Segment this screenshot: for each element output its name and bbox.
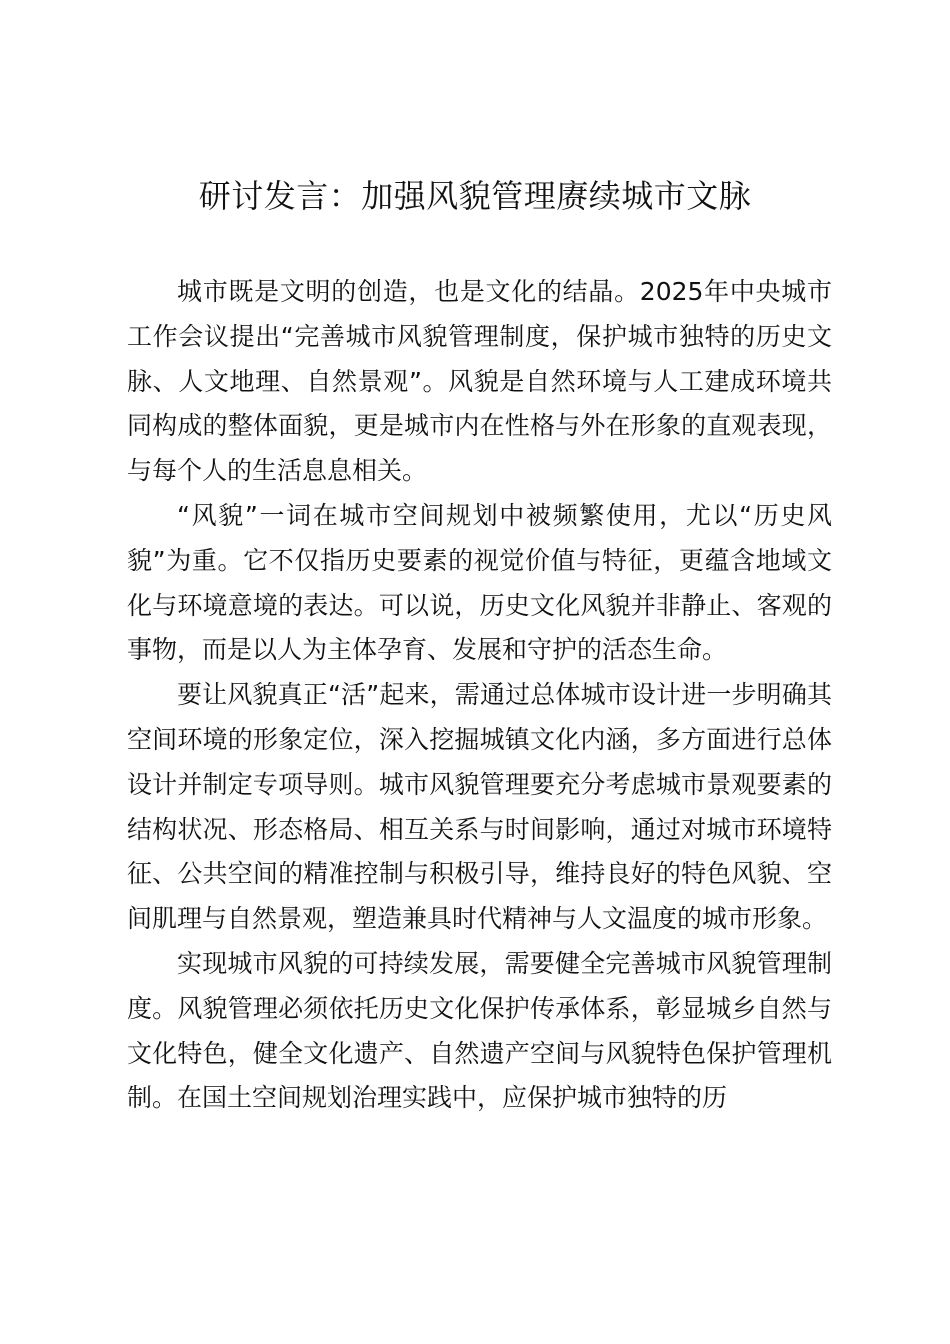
paragraph: 城市既是文明的创造，也是文化的结晶。2025年中央城市工作会议提出“完善城市风貌管理制度，保护城市独特的历史文脉、人文地理、自然景观”。风貌是自然环境与人工建成环境共同构成的整体面貌，更是城市内在性格与外在形象的直观表现，与每个人的生活息息相关。 — [127, 277, 832, 486]
paragraph: 要让风貌真正“活”起来，需通过总体城市设计进一步明确其空间环境的形象定位，深入挖掘城镇文化内涵，多方面进行总体设计并制定专项导则。城市风貌管理要充分考虑城市景观要素的结构状况、形态格局、相互关系与时间影响，通过对城市环境特征、公共空间的精准控制与积极引导，维持良好的特色风貌、空间肌理与自然景观，塑造兼具时代精神与人文温度的城市形象。 — [127, 680, 832, 934]
paragraph: “风貌”一词在城市空间规划中被频繁使用，尤以“历史风貌”为重。它不仅指历史要素的视觉价值与特征，更蕴含地域文化与环境意境的表达。可以说，历史文化风貌并非静止、客观的事物，而是以人为主体孕育、发展和守护的活态生命。 — [127, 500, 832, 665]
document-title: 研讨发言：加强风貌管理赓续城市文脉 — [198, 177, 752, 215]
document-body — [127, 270, 832, 1121]
paragraph: 实现城市风貌的可持续发展，需要健全完善城市风貌管理制度。风貌管理必须依托历史文化保护传承体系，彰显城乡自然与文化特色，健全文化遗产、自然遗产空间与风貌特色保护管理机制。在国土空间规划治理实践中，应保护城市独特的历 — [127, 948, 832, 1113]
